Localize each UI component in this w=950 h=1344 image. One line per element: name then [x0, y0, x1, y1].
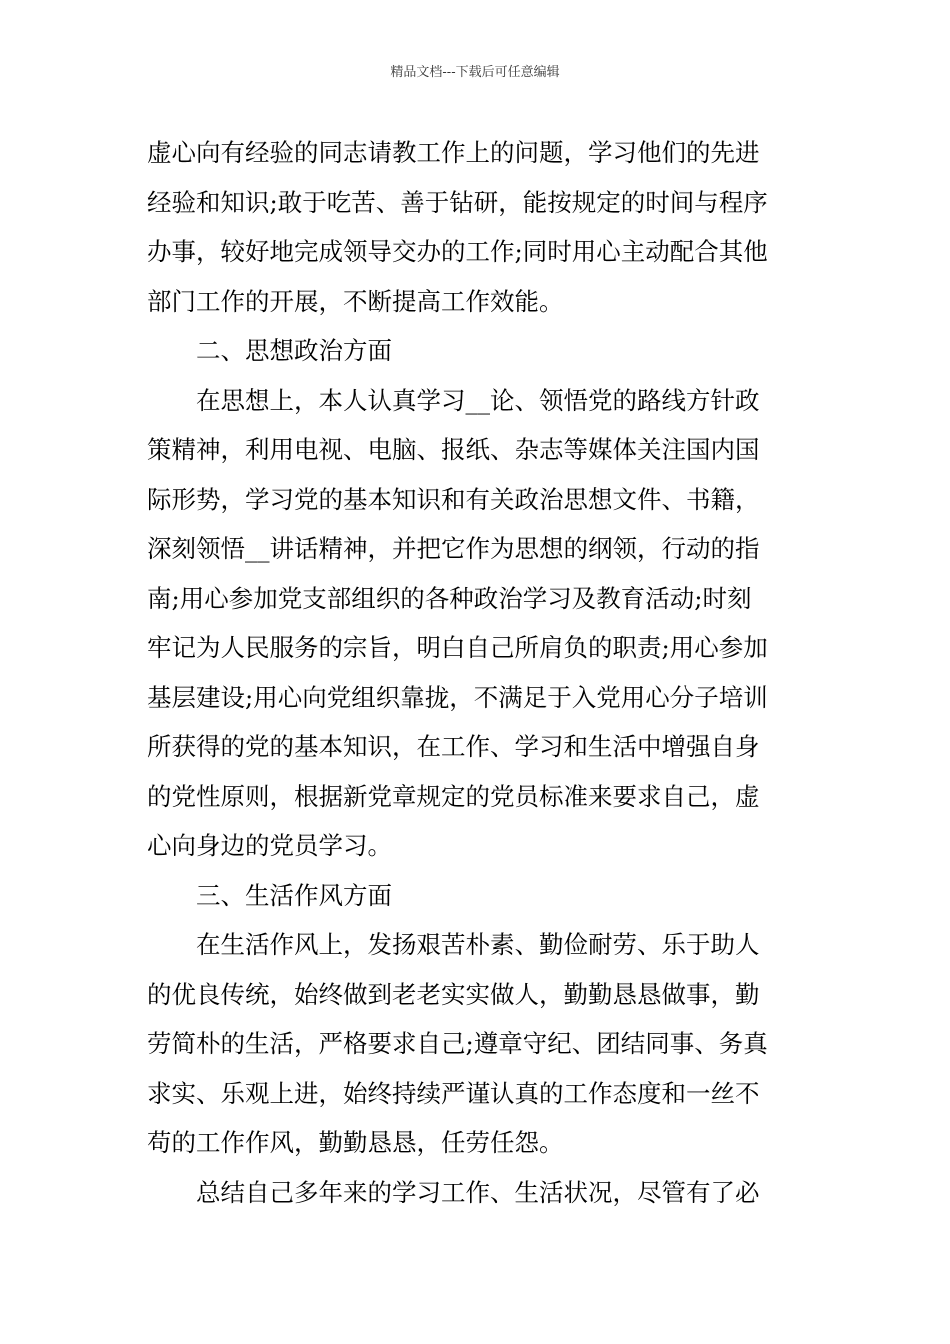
page-header: 精品文档---下载后可任意编辑 — [390, 65, 560, 80]
text-line: 基层建设;用心向党组织靠拢，不满足于入党用心分子培训 — [147, 682, 768, 712]
text-line: 苟的工作作风，勤勤恳恳，任劳任怨。 — [147, 1128, 564, 1157]
text-line: 所获得的党的基本知识，在工作、学习和生活中增强自身 — [147, 732, 760, 761]
text-line: 的党性原则，根据新党章规定的党员标准来要求自己，虚 — [147, 781, 760, 811]
text-line: 虚心向有经验的同志请教工作上的问题，学习他们的先进 — [147, 138, 760, 167]
text-line: 际形势，学习党的基本知识和有关政治思想文件、书籍， — [147, 484, 760, 514]
text-line: 部门工作的开展，不断提高工作效能。 — [147, 286, 564, 316]
document-body — [147, 128, 807, 1217]
text-line: 牢记为人民服务的宗旨，明白自己所肩负的职责;用心参加 — [147, 633, 768, 662]
text-line: 劳简朴的生活，严格要求自己;遵章守纪、团结同事、务真 — [147, 1029, 768, 1058]
text-line: 在生活作风上，发扬艰苦朴素、勤俭耐劳、乐于助人 — [196, 930, 760, 959]
text-line: 办事，较好地完成领导交办的工作;同时用心主动配合其他 — [147, 237, 768, 266]
text-line: 心向身边的党员学习。 — [147, 831, 392, 860]
text-line: 南;用心参加党支部组织的各种政治学习及教育活动;时刻 — [147, 583, 752, 613]
text-line: 深刻领悟__讲话精神，并把它作为思想的纲领，行动的指 — [147, 534, 760, 563]
text-line: 策精神，利用电视、电脑、报纸、杂志等媒体关注国内国 — [147, 435, 760, 464]
section-heading: 二、思想政治方面 — [196, 336, 392, 365]
section-heading: 三、生活作风方面 — [196, 880, 392, 910]
text-line: 总结自己多年来的学习工作、生活状况，尽管有了必 — [196, 1177, 760, 1207]
text-line: 的优良传统，始终做到老老实实做人，勤勤恳恳做事，勤 — [147, 979, 760, 1009]
text-line: 经验和知识;敢于吃苦、善于钻研，能按规定的时间与程序 — [147, 187, 768, 217]
text-line: 在思想上，本人认真学习__论、领悟党的路线方针政 — [196, 385, 760, 415]
text-line: 求实、乐观上进，始终持续严谨认真的工作态度和一丝不 — [147, 1078, 760, 1108]
